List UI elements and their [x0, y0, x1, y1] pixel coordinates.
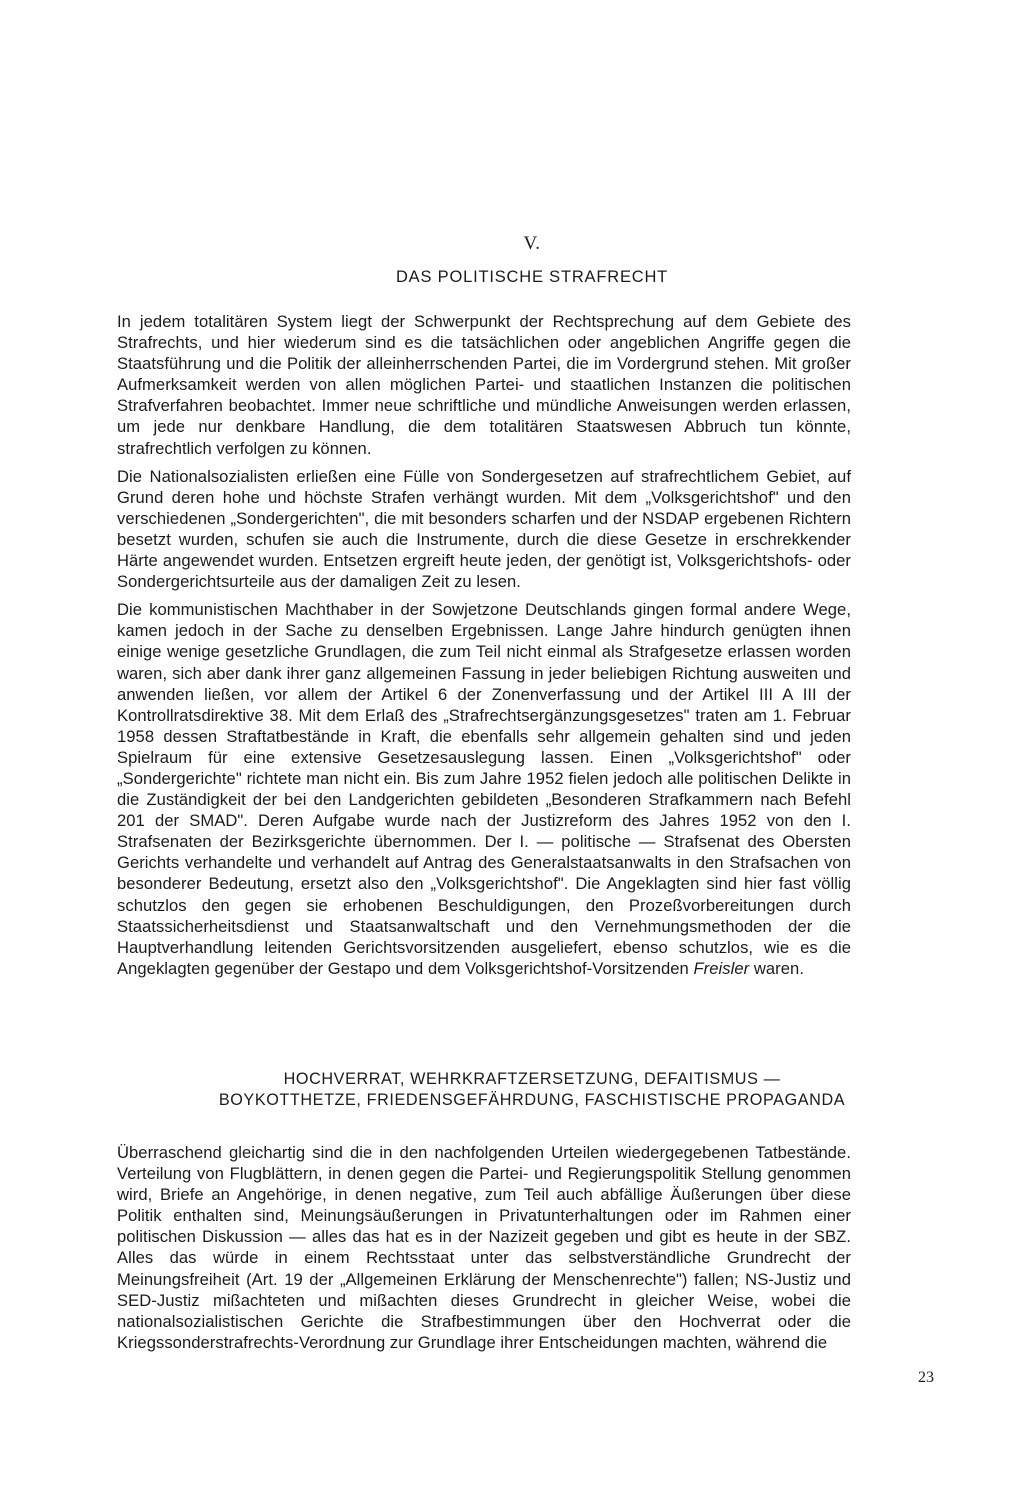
paragraph: In jedem totalitären System liegt der Schwerpunkt der Rechtsprechung auf dem Gebiete des Strafrechts, und hier wiederum sind es die tatsächlichen oder angeblichen Angriffe gegen die Staatsführung und die Politik der alleinherrschenden Partei, die im Vordergrund stehen. Mit großer Aufmerksamkeit werden von allen möglichen Partei- und staatlichen Instanzen die politischen Strafverfahren beobachtet. Immer neue schriftliche und mündliche Anweisungen werden erlassen, um jede nur denkbare Handlung, die dem totalitären Staatswesen Abbruch tun könnte, strafrechtlich verfolgen zu können.	[117, 312, 851, 458]
section-heading-line-1: HOCHVERRAT, WEHRKRAFTZERSETZUNG, DEFAITISMUS —	[283, 1070, 781, 1088]
paragraph-text-end: waren.	[753, 958, 804, 978]
paragraph	[117, 599, 851, 979]
section-2-body	[117, 1142, 851, 1360]
section-heading-line-2: BOYKOTTHETZE, FRIEDENSGEFÄHRDUNG, FASCHISTISCHE PROPAGANDA	[218, 1091, 846, 1109]
page-number: 23	[918, 1369, 934, 1386]
chapter-number: V.	[523, 233, 541, 254]
chapter-title: DAS POLITISCHE STRAFRECHT	[395, 268, 669, 286]
section-1-body	[117, 311, 851, 986]
paragraph: Überraschend gleichartig sind die in den nachfolgenden Urteilen wiedergegebenen Tatbestände. Verteilung von Flugblättern, in denen gegen die Partei- und Regierungspolitik Stellung genommen wird, Briefe an Angehörige, in denen negative, zum Teil auch abfällige Äußerungen über diese Politik enthalten sind, Meinungsäußerungen in Privatunterhaltungen oder im Rahmen einer politischen Diskussion — alles das hat es in der Nazizeit gegeben und gibt es heute in der SBZ. Alles das würde in einem Rechtsstaat unter das selbstverständliche Grundrecht der Meinungsfreiheit (Art. 19 der „Allgemeinen Erklärung der Menschenrechte") fallen; NS-Justiz und SED-Justiz mißachteten und mißachten dieses Grundrecht in gleicher Weise, wobei die nationalsozialistischen Gerichte die Strafbestimmungen über den Hochverrat oder die Kriegssonderstrafrechts-Verordnung zur Grundlage ihrer Entscheidungen machten, während die	[117, 1143, 851, 1352]
italic-name: Freisler	[693, 958, 750, 978]
section-heading	[0, 1069, 1024, 1111]
paragraph: Die Nationalsozialisten erließen eine Fülle von Sondergesetzen auf strafrechtlichem Gebiet, auf Grund deren hohe und höchste Strafen verhängt wurden. Mit dem „Volksgerichtshof" und den verschiedenen „Sondergerichten", die mit besonders scharfen und der NSDAP ergebenen Richtern besetzt wurden, schufen sie auch die Instrumente, durch die diese Gesetze in erschrekkender Härte angewendet wurden. Entsetzen ergreift heute jeden, der genötigt ist, Volksgerichtshofs- oder Sondergerichtsurteile aus der damaligen Zeit zu lesen.	[117, 466, 851, 592]
paragraph-text: Die kommunistischen Machthaber in der Sowjetzone Deutschlands gingen formal andere Wege, kamen jedoch in der Sache zu denselben Ergebnissen. Lange Jahre hindurch genügten ihnen einige wenige gesetzliche Grundlagen, die zum Teil nicht einmal als Strafgesetze erlassen worden waren, sich aber dank ihrer ganz allgemeinen Fassung in jeder beliebigen Richtung ausweiten und anwenden ließen, vor allem der Artikel 6 der Zonenverfassung und der Artikel III A III der Kontrollratsdirektive 38. Mit dem Erlaß des „Strafrechtsergänzungsgesetzes" traten am 1. Februar 1958 dessen Straftatbestände in Kraft, die ebenfalls sehr allgemein gehalten sind und jeden Spielraum für eine extensive Gesetzesauslegung lassen. Einen „Volksgerichtshof" oder „Sondergerichte" richtete man nicht ein. Bis zum Jahre 1952 fielen jedoch alle politischen Delikte in die Zuständigkeit der bei den Landgerichten gebildeten „Besonderen Strafkammern nach Befehl 201 der SMAD". Deren Aufgabe wurde nach der Justizreform des Jahres 1952 von den I. Strafsenaten der Bezirksgerichte übernommen. Der I. — politische — Strafsenat des Obersten Gerichts verhandelte und verhandelt auf Antrag des Generalstaatsanwalts in den Strafsachen von besonderer Bedeutung, ersetzt also den „Volksgerichtshof". Die Angeklagten sind hier fast völlig schutzlos den gegen sie erhobenen Beschuldigungen, den Prozeßvorbereitungen durch Staatssicherheitsdienst und Staatsanwaltschaft und den Vernehmungsmethoden der die Hauptverhandlung leitenden Gerichtsvorsitzenden ausgeliefert, ebenso schutzlos, wie es die Angeklagten gegenüber der Gestapo und dem Volksgerichtshof-Vorsitzenden	[117, 600, 851, 978]
